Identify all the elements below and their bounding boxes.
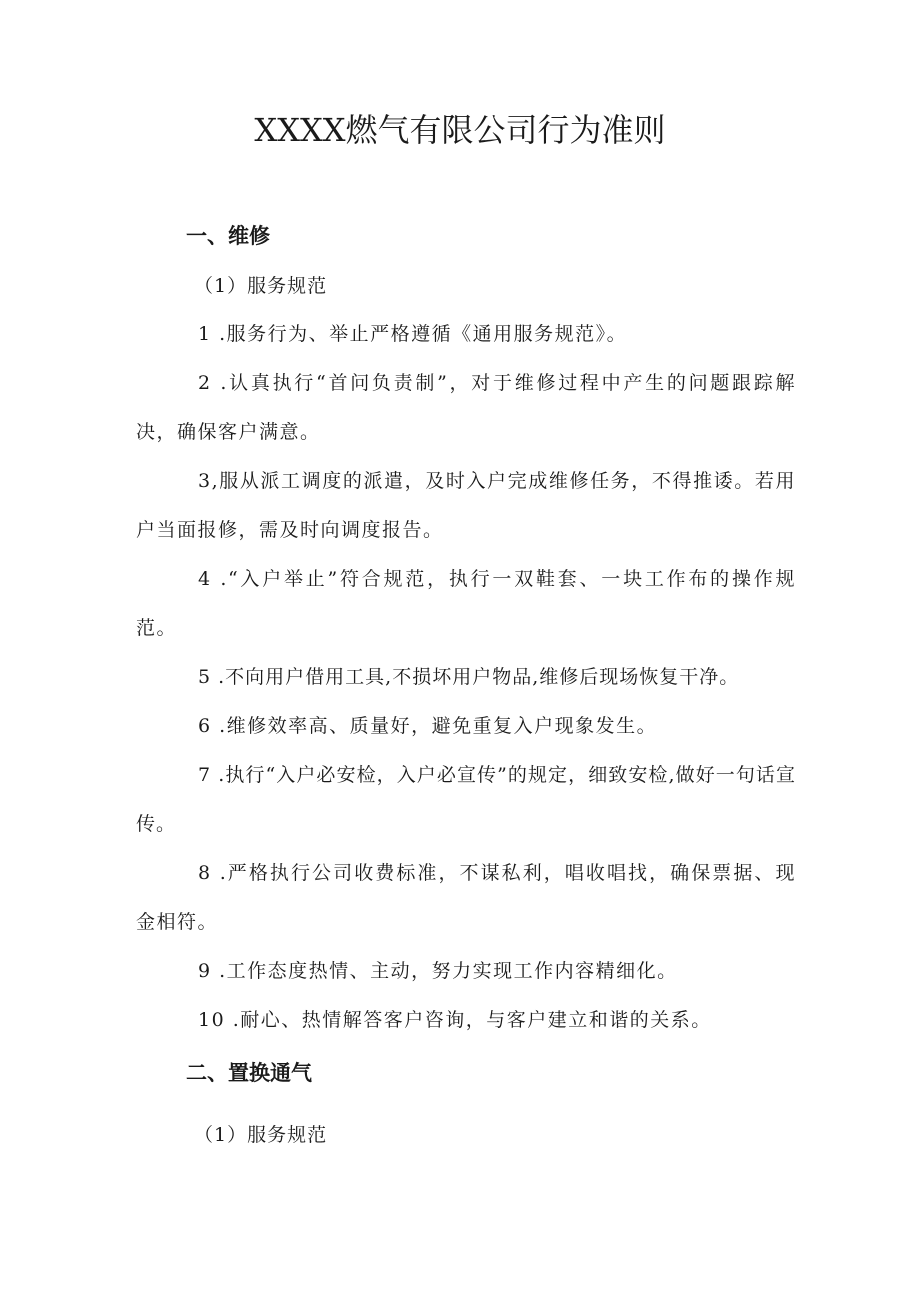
rule-item-3: 3,服从派工调度的派遣，及时入户完成维修任务，不得推诿。若用户当面报修，需及时向调度报告。 <box>136 470 796 541</box>
rule-item-2: 2 .认真执行“首问负责制”，对于维修过程中产生的问题跟踪解决，确保客户满意。 <box>136 372 796 443</box>
subheading-service-standard-2: （1）服务规范 <box>194 1124 328 1146</box>
rule-item-7: 7 .执行“入户必安检，入户必宣传”的规定，细致安检,做好一句话宣传。 <box>136 764 796 835</box>
rule-item-1: 1 .服务行为、举止严格遵循《通用服务规范》。 <box>198 323 628 345</box>
rule-item-8: 8 .严格执行公司收费标准，不谋私利，唱收唱找，确保票据、现金相符。 <box>136 862 796 933</box>
document-title: XXXX燃气有限公司行为准则 <box>254 111 666 149</box>
section-heading-gas-replacement: 二、置换通气 <box>186 1061 312 1085</box>
document-body <box>136 212 796 1159</box>
rule-item-4: 4 .“入户举止”符合规范，执行一双鞋套、一块工作布的操作规范。 <box>136 568 796 639</box>
rule-item-10: 10 .耐心、热情解答客户咨询，与客户建立和谐的关系。 <box>198 1009 712 1031</box>
rule-item-5: 5 .不向用户借用工具,不损坏用户物品,维修后现场恢复干净。 <box>198 666 740 688</box>
section-heading-repair: 一、维修 <box>186 224 270 248</box>
rule-item-9: 9 .工作态度热情、主动，努力实现工作内容精细化。 <box>198 960 678 982</box>
subheading-service-standard: （1）服务规范 <box>194 275 328 297</box>
rule-item-6: 6 .维修效率高、质量好，避免重复入户现象发生。 <box>198 715 658 737</box>
